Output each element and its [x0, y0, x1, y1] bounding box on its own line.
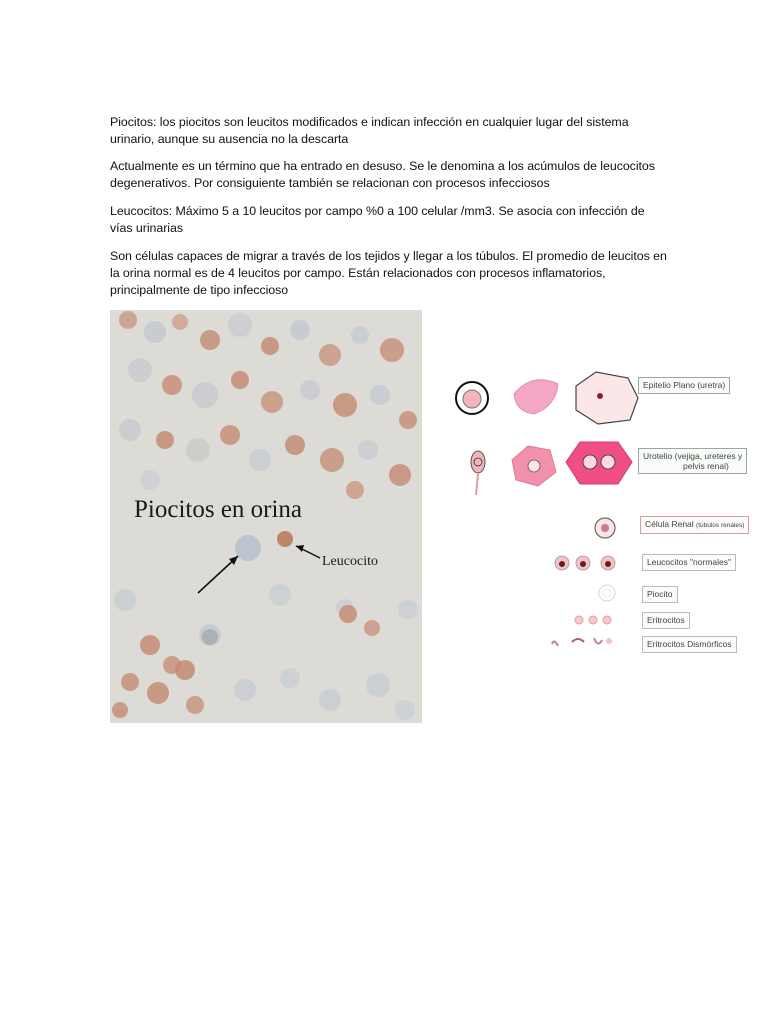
cell-types-diagram	[452, 350, 766, 660]
erythrocyte-icon	[575, 616, 583, 624]
urothelial-cell-small-icon	[471, 451, 485, 473]
label-eritrocitos-dismorficos: Eritrocitos Dismórficos	[642, 636, 737, 653]
paragraph-piocitos: Piocitos: los piocitos son leucitos modificados e indican infección en cualquier lugar del sistema urinario, aunque su ausencia no la descarta	[110, 115, 629, 146]
erythrocyte-icon	[589, 616, 597, 624]
pyocyte-icon	[599, 585, 615, 601]
paragraph-leucocitos: Leucocitos: Máximo 5 a 10 leucitos por campo %0 a 100 celular /mm3. Se asocia con infección de vías urinarias	[110, 204, 645, 235]
paragraph-migracion: Son células capaces de migrar a través de los tejidos y llegar a los túbulos. El promedio de leucitos en la orina normal es de 4 leucitos por campo. Están relacionados con procesos inflamatorios, principalmente de tipo infeccioso	[110, 249, 667, 297]
erythrocyte-icon	[603, 616, 611, 624]
micrograph-image	[110, 310, 422, 723]
urothelial-cell-binucleate-icon	[566, 442, 632, 484]
label-urotelio-line1: Urotelio (vejiga, ureteres y	[643, 451, 743, 461]
label-epitelio-plano: Epitelio Plano (uretra)	[638, 377, 730, 394]
paragraph-desuso: Actualmente es un término que ha entrado en desuso. Se le denomina a los acúmulos de leucocitos degenerativos. Por consiguiente también se relacionan con procesos infecciosos	[110, 159, 655, 190]
label-urotelio	[638, 448, 747, 474]
dysmorphic-erythrocyte-icon	[552, 641, 558, 646]
epithelial-cell-flat-icon	[576, 372, 638, 424]
label-eritrocitos: Eritrocitos	[642, 612, 690, 629]
micrograph-pointer-label: Leucocito	[322, 554, 378, 569]
label-piocito: Piocito	[642, 586, 678, 603]
label-leucocitos: Leucocitos "normales"	[642, 554, 736, 571]
epithelial-cell-spindle-icon	[514, 380, 558, 414]
dysmorphic-erythrocyte-icon	[594, 638, 602, 644]
label-celula-renal-note: (túbulos renales)	[696, 522, 745, 529]
micrograph-title: Piocitos en orina	[134, 496, 303, 523]
label-celula-renal	[640, 516, 749, 534]
dysmorphic-erythrocyte-icon	[606, 638, 612, 644]
cell-illustrations	[452, 350, 766, 660]
label-urotelio-line2: pelvis renal)	[683, 461, 729, 471]
label-celula-renal-main: Célula Renal	[645, 519, 694, 529]
dysmorphic-erythrocyte-icon	[572, 639, 584, 642]
